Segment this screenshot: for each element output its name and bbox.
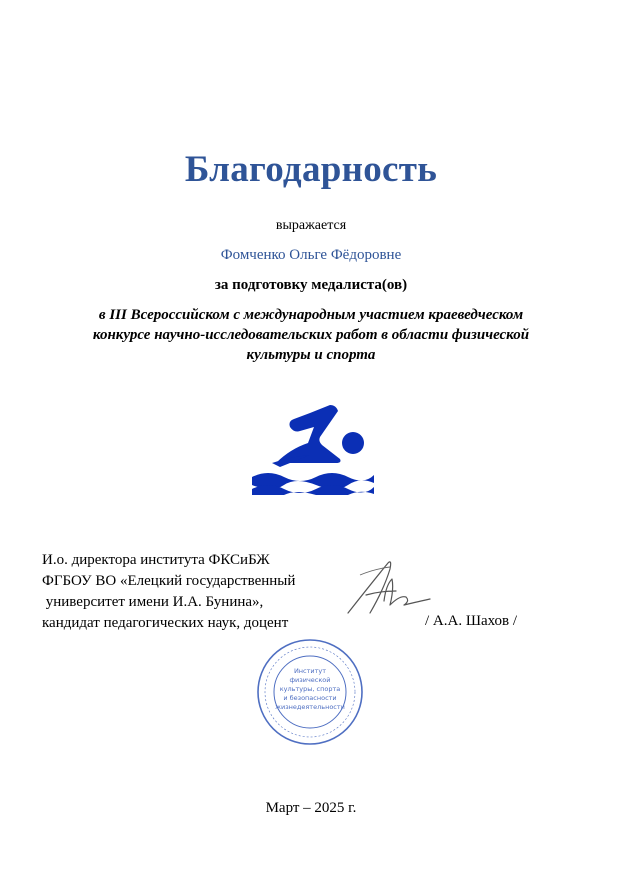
seal-text: жизнедеятельности bbox=[275, 703, 345, 711]
signer-position-line: кандидат педагогических наук, доцент bbox=[42, 615, 289, 631]
swimmer-icon bbox=[250, 405, 376, 495]
seal-text: культуры, спорта bbox=[279, 685, 341, 693]
certificate-title: Благодарность bbox=[184, 149, 438, 190]
event-description bbox=[60, 305, 562, 365]
signer-position-line: ФГБОУ ВО «Елецкий государственный bbox=[42, 573, 296, 589]
signer-position-line: университет имени И.А. Бунина», bbox=[42, 594, 264, 610]
event-line: конкурсе научно-исследовательских работ в области физической bbox=[92, 327, 530, 343]
event-line: в III Всероссийском с международным участием краеведческом bbox=[98, 307, 524, 323]
recipient-name: Фомченко Ольге Фёдоровне bbox=[220, 247, 402, 263]
signature-block bbox=[42, 550, 295, 634]
signer-name: / А.А. Шахов / bbox=[425, 613, 518, 629]
seal-text: физической bbox=[289, 676, 331, 684]
signer-position-line: И.о. директора института ФКСиБЖ bbox=[42, 552, 270, 568]
expressed-text: выражается bbox=[275, 218, 347, 233]
reason-text: за подготовку медалиста(ов) bbox=[214, 277, 408, 293]
issue-date: Март – 2025 г. bbox=[265, 800, 357, 816]
seal-text: и безопасности bbox=[283, 694, 337, 702]
institute-seal bbox=[255, 637, 365, 747]
handwritten-signature bbox=[340, 555, 435, 625]
seal-text: Институт bbox=[293, 667, 327, 675]
event-line: культуры и спорта bbox=[246, 347, 376, 363]
